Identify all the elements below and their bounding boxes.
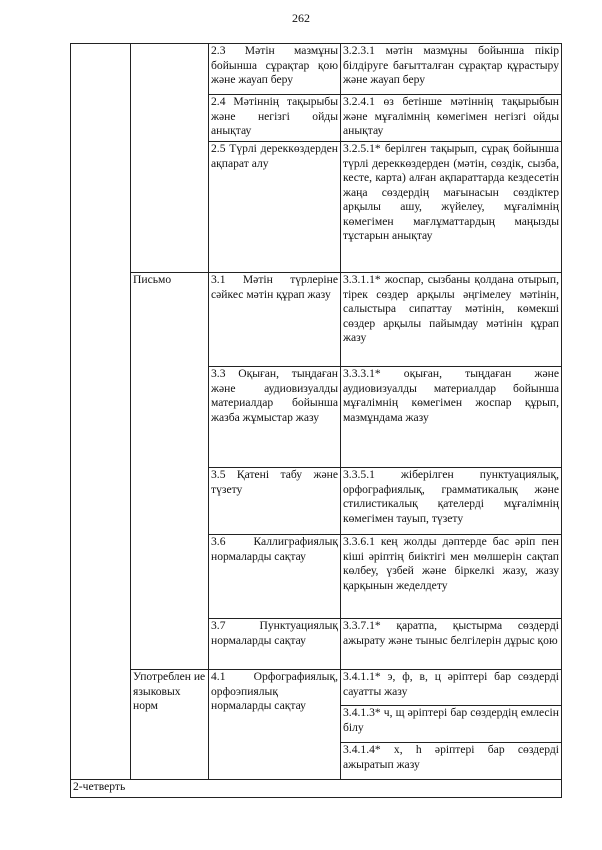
skill-cell: 2.4 Мәтіннің тақырыбы және негізгі ойды анықтау [209,95,341,142]
skill-cell: 2.5 Түрлі дереккөздерден ақпарат алу [209,142,341,273]
skill-cell: 3.7 Пунктуациялық нормаларды сақтау [209,619,341,670]
quarter-cell [71,44,131,780]
curriculum-table [70,43,562,798]
objective-cell: 3.3.6.1 кең жолды дәптерде бас әріп пен кіші әріптің биіктігі мен мөлшерін сақтап көлбеу, үзбей және біркелкі жазу, жазу қарқынын жеделдету [341,535,562,619]
objective-cell: 3.2.3.1 мәтін мазмұны бойынша пікір білдіруге бағытталған сұрақтар құрастыру және жауап беру [341,44,562,95]
table-row [71,780,562,798]
skill-cell: 4.1 Орфографиялық, орфоэпиялық нормаларды сақтау [209,670,341,780]
objective-cell: 3.4.1.3* ч, щ әріптері бар сөздердің емлесін білу [341,706,562,743]
objective-cell: 3.3.3.1* оқыған, тыңдаған және аудиовизуалды материалдар бойынша мұғалімнің көмегімен жоспар құрып, мазмұндама жазу [341,367,562,468]
section-cell: Употреблен ие языковых норм [131,670,209,780]
objective-cell: 3.3.1.1* жоспар, сызбаны қолдана отырып, тірек сөздер арқылы әңгімелеу мәтінін, салыстыра сипаттау мәтінін, көмекші сөздер арқылы пайымдау мәтінін құрап жазу [341,273,562,367]
skill-cell: 3.5 Қатені табу және түзету [209,468,341,535]
objective-cell: 3.3.7.1* қаратпа, қыстырма сөздерді ажырату және тыныс белгілерін дұрыс қою [341,619,562,670]
skill-cell: 2.3 Мәтін мазмұны бойынша сұрақтар қою және жауап беру [209,44,341,95]
objective-cell: 3.2.4.1 өз бетінше мәтіннің тақырыбын және мұғалімнің көмегімен негізгі ойды анықтау [341,95,562,142]
quarter-label: 2-четверть [71,780,562,798]
objective-cell: 3.2.5.1* берілген тақырып, сұрақ бойынша түрлі дереккөздерден (мәтін, сөздік, сызба, кесте, карта) алған ақпараттарда кездесетін жаңа сөздердің мағынасын сөздіктер арқылы ашу, жүйелеу, мұғалімнің көмегімен мағлұматтардың маңызды тұстарын анықтау [341,142,562,273]
table-row [71,44,562,95]
objective-cell: 3.4.1.1* э, ф, в, ц әріптері бар сөздерді сауатты жазу [341,670,562,706]
section-cell: Письмо [131,273,209,670]
skill-cell: 3.1 Мәтін түрлеріне сәйкес мәтін құрап жазу [209,273,341,367]
skill-cell: 3.3 Оқыған, тыңдаған және аудиовизуалды материалдар бойынша жазба жұмыстар жазу [209,367,341,468]
section-cell [131,44,209,273]
objective-cell: 3.4.1.4* х, һ әріптері бар сөздерді ажыратып жазу [341,743,562,780]
page-number: 262 [292,11,310,25]
objective-cell: 3.3.5.1 жіберілген пунктуациялық, орфографиялық, грамматикалық және стилистикалық қателерді мұғалімнің көмегімен тауып, түзету [341,468,562,535]
table-row [71,273,562,367]
skill-cell: 3.6 Каллиграфиялық нормаларды сақтау [209,535,341,619]
table-row [71,670,562,706]
